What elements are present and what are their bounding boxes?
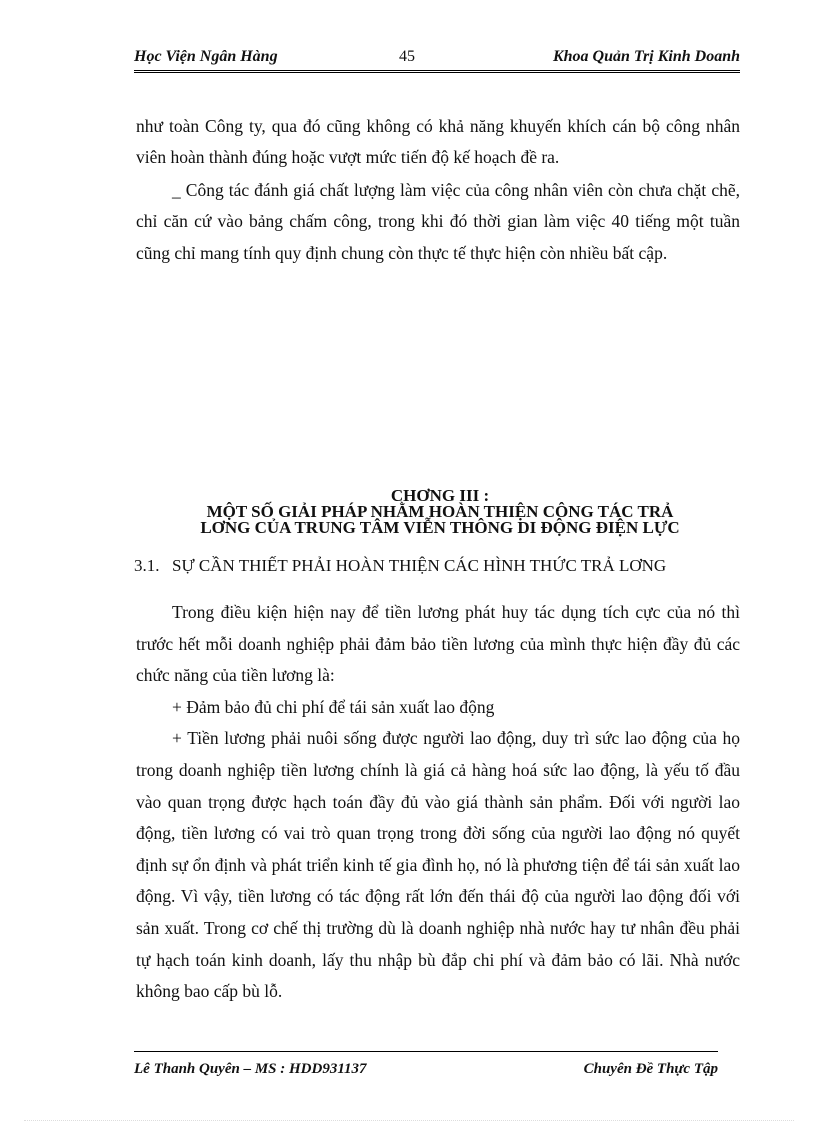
header-institution: Học Viện Ngân Hàng [134, 48, 278, 65]
page-number: 45 [399, 48, 415, 65]
section-body [136, 597, 740, 1008]
chapter-title-line-1: MỘT SỐ GIẢI PHÁP NHẰM HOÀN THIỆN CÔNG TÁC TRẢ [206, 502, 674, 521]
page-footer [134, 1059, 718, 1083]
page-bottom-edge [24, 1120, 794, 1121]
chapter-number: CHƠNG III : [390, 486, 490, 505]
footer-report-type: Chuyên Đề Thực Tập [583, 1061, 718, 1077]
footer-author: Lê Thanh Quyên – MS : HDD931137 [134, 1061, 367, 1077]
page-header [134, 46, 740, 70]
list-item-livelihood: + Tiền lương phải nuôi sống được người lao động, duy trì sức lao động của họ trong doanh nghiệp tiền lương chính là giá cả hàng hoá sức lao động, là yếu tố đầu vào quan trọng được hạch toán đầy đủ vào giá thành sản phẩm. Đối với người lao động, tiền lương có vai trò quan trọng trong đời sống của người lao động nó quyết định sự ổn định và phát triển kinh tế gia đình họ, nó là phương tiện để tái sản xuất lao động. Vì vậy, tiền lương có tác động rất lớn đến thái độ của người lao động đối với sản xuất. Trong cơ chế thị trường dù là doanh nghiệp nhà nước hay tư nhân đều phải tự hạch toán kinh doanh, lấy thu nhập bù đắp chi phí và đảm bảo có lãi. Nhà nước không bao cấp bù lỗ. [136, 728, 740, 1002]
paragraph-continuation: như toàn Công ty, qua đó cũng không có khả năng khuyến khích cán bộ công nhân viên hoàn thành đúng hoặc vượt mức tiến độ kế hoạch đề ra. [136, 116, 740, 168]
list-item-cost: + Đảm bảo đủ chi phí để tái sản xuất lao động [172, 696, 495, 717]
paragraph-intro: Trong điều kiện hiện nay để tiền lương phát huy tác dụng tích cực của nó thì trước hết mỗi doanh nghiệp phải đảm bảo tiền lương của mình thực hiện đầy đủ các chức năng của tiền lương là: [136, 602, 740, 686]
chapter-title-line-2: LƠNG CỦA TRUNG TÂM VIỄN THÔNG DI ĐỘNG ĐIỆN LỰC [200, 518, 680, 537]
section-number: 3.1. [134, 556, 160, 575]
header-divider [134, 70, 740, 73]
footer-divider [134, 1051, 718, 1052]
paragraph-evaluation: _ Công tác đánh giá chất lượng làm việc của công nhân viên còn chưa chặt chẽ, chỉ căn cứ vào bảng chấm công, trong khi đó thời gian làm việc 40 tiếng một tuần cũng chỉ mang tính quy định chung còn thực tế thực hiện còn nhiều bất cập. [136, 180, 740, 263]
chapter-heading [140, 488, 740, 536]
header-faculty: Khoa Quản Trị Kinh Doanh [552, 48, 740, 65]
section-title: SỰ CẦN THIẾT PHẢI HOÀN THIỆN CÁC HÌNH THỨC TRẢ LƠNG [172, 556, 667, 575]
